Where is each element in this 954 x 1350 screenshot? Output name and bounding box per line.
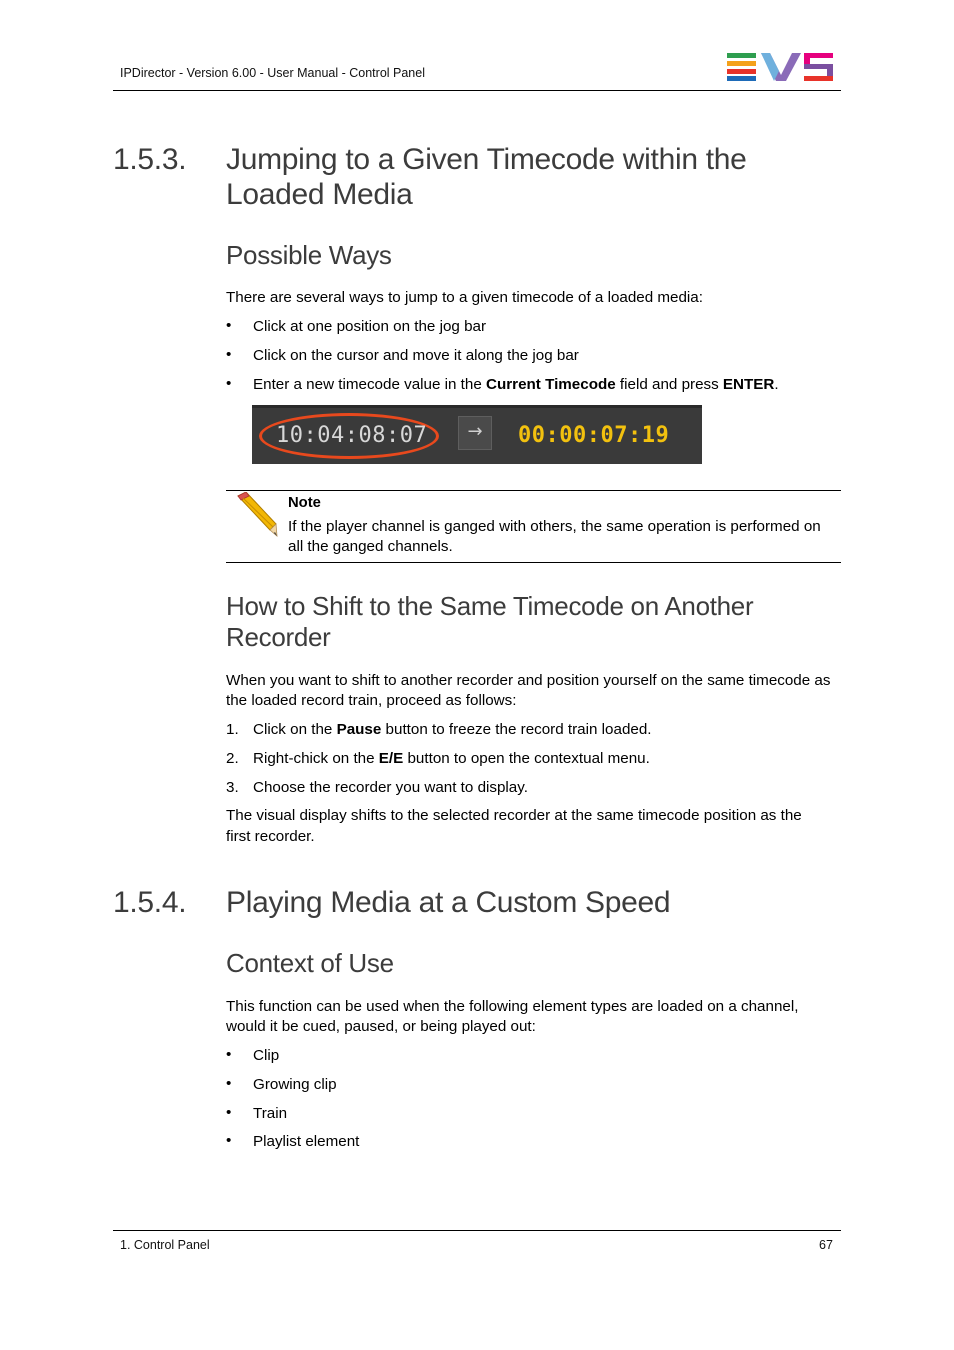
heading-possible-ways: Possible Ways <box>226 240 392 270</box>
section-title-line2: Loaded Media <box>226 178 413 211</box>
bold-run: E/E <box>378 750 404 767</box>
remaining-timecode: 00:00:07:19 <box>518 423 670 448</box>
text-run: . <box>774 376 779 393</box>
text-run: Right-chick on the <box>253 750 379 767</box>
bullet-mark: • <box>226 346 232 363</box>
bullet-mark: • <box>226 375 232 392</box>
section-title-line1: Jumping to a Given Timecode within the <box>226 143 747 176</box>
bullet-mark: • <box>226 1104 232 1121</box>
context-intro-line2: would it be cued, paused, or being played out: <box>226 1018 536 1035</box>
shift-outro-line2: first recorder. <box>226 828 315 845</box>
section-number: 1.5.4. <box>113 886 187 919</box>
pencil-icon <box>232 492 278 538</box>
bold-run: Current Timecode <box>486 376 616 393</box>
shift-outro-line1: The visual display shifts to the selected recorder at the same timecode position as the <box>226 807 802 824</box>
footer-rule <box>113 1230 841 1231</box>
section-number: 1.5.3. <box>113 143 187 176</box>
evs-logo <box>727 53 834 81</box>
list-item: Click on the cursor and move it along the jog bar <box>253 347 579 364</box>
step-number: 3. <box>226 779 239 796</box>
list-item: Playlist element <box>253 1133 360 1150</box>
timecode-screenshot <box>252 405 702 464</box>
header-rule <box>113 90 841 91</box>
heading-shift-line1: How to Shift to the Same Timecode on Another <box>226 591 754 621</box>
note-title: Note <box>288 495 321 511</box>
list-item: Train <box>253 1105 288 1122</box>
note-top-rule <box>226 490 841 491</box>
step-text <box>253 749 650 770</box>
text-run: button to freeze the record train loaded. <box>381 721 652 738</box>
text-run: Click on the <box>253 721 337 738</box>
step-text: Choose the recorder you want to display. <box>253 779 528 796</box>
paragraph-intro: There are several ways to jump to a given timecode of a loaded media: <box>226 289 703 306</box>
heading-shift-line2: Recorder <box>226 622 331 652</box>
bold-run: ENTER <box>722 376 775 393</box>
list-item: Click at one position on the jog bar <box>253 318 487 335</box>
screenshot-top-edge <box>252 405 702 408</box>
shift-intro-line2: the loaded record train, proceed as follows: <box>226 692 517 709</box>
list-item: Clip <box>253 1047 280 1064</box>
step-number: 2. <box>226 750 239 767</box>
footer-chapter: 1. Control Panel <box>120 1238 210 1252</box>
context-intro-line1: This function can be used when the following element types are loaded on a channel, <box>226 998 799 1015</box>
shift-intro-line1: When you want to shift to another recorder and position yourself on the same timecode as <box>226 672 831 689</box>
bullet-mark: • <box>226 1046 232 1063</box>
bold-run: Pause <box>336 721 382 738</box>
section-title: Playing Media at a Custom Speed <box>226 886 671 919</box>
arrow-icon: → <box>458 416 492 450</box>
note-text-line2: all the ganged channels. <box>288 538 453 555</box>
text-run: button to open the contextual menu. <box>403 750 650 767</box>
text-run: Enter a new timecode value in the <box>253 376 487 393</box>
heading-context-of-use: Context of Use <box>226 948 394 978</box>
note-bottom-rule <box>226 562 841 563</box>
bullet-mark: • <box>226 1132 232 1149</box>
header-title: IPDirector - Version 6.00 - User Manual - Control Panel <box>120 66 425 80</box>
bullet-mark: • <box>226 317 232 334</box>
note-text-line1: If the player channel is ganged with others, the same operation is performed on <box>288 518 821 535</box>
list-item: Growing clip <box>253 1076 337 1093</box>
page-number: 67 <box>819 1238 833 1252</box>
text-run: field and press <box>615 376 723 393</box>
list-item <box>253 375 779 396</box>
bullet-mark: • <box>226 1075 232 1092</box>
step-number: 1. <box>226 721 239 738</box>
step-text <box>253 720 652 741</box>
current-timecode-field: 10:04:08:07 <box>276 423 428 448</box>
